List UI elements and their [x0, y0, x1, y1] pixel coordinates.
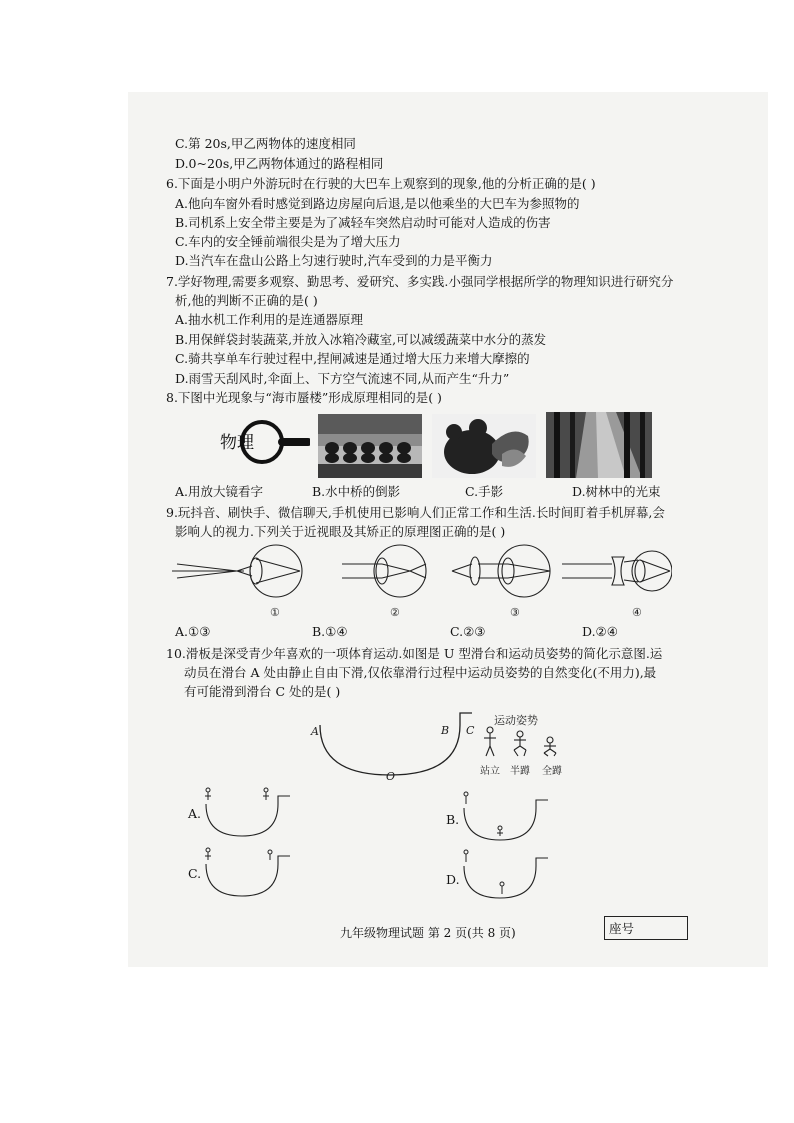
q7-option-a: A.抽水机工作利用的是连通器原理 — [175, 312, 364, 327]
q7-option-d: D.雨雪天刮风时,伞面上、下方空气流速不同,从而产生“升力” — [175, 371, 510, 386]
q5-option-d: D.0~20s,甲乙两物体通过的路程相同 — [175, 156, 384, 171]
posture-title: 运动姿势 — [494, 714, 538, 727]
q9-option-b: B.①④ — [312, 624, 348, 639]
q9-stem-line1: 9.玩抖音、刷快手、微信聊天,手机使用已影响人们正常工作和生活.长时间盯着手机屏幕,会 — [166, 505, 665, 520]
bridge-reflection-image — [318, 414, 422, 478]
q8-option-a: A.用放大镜看字 — [175, 484, 264, 499]
q10-option-b: B. — [446, 812, 460, 827]
q9-option-d: D.②④ — [582, 624, 618, 639]
option-d-diagram — [456, 848, 552, 904]
diagram-label-1: ① — [270, 606, 280, 619]
q8-option-b: B.水中桥的倒影 — [312, 484, 401, 499]
ramp-label-a: A — [311, 725, 319, 738]
posture-standing: 站立 — [480, 766, 500, 777]
seat-number-box[interactable] — [604, 916, 688, 940]
posture-full-squat: 全蹲 — [542, 766, 562, 777]
hand-shadow-image — [432, 414, 536, 478]
q7-stem-line1: 7.学好物理,需要多观察、勤思考、爱研究、多实践.小强同学根据所学的物理知识进行研究分 — [166, 274, 674, 289]
q10-option-a: A. — [188, 806, 202, 821]
ramp-label-c: C — [466, 724, 475, 737]
posture-figures — [476, 726, 566, 760]
myopia-ray-diagrams — [172, 542, 672, 622]
q9-stem-line2: 影响人的视力.下列关于近视眼及其矫正的原理图正确的是( ) — [175, 524, 506, 539]
diagram-label-3: ③ — [510, 606, 520, 619]
q10-stem-line1: 10.滑板是深受青少年喜欢的一项体育运动.如图是 U 型滑台和运动员姿势的简化示意图.运 — [166, 646, 663, 661]
q6-option-b: B.司机系上安全带主要是为了减轻车突然启动时可能对人造成的伤害 — [175, 215, 551, 230]
q10-stem-line3: 有可能滑到滑台 C 处的是( ) — [184, 684, 341, 699]
option-b-diagram — [456, 790, 552, 846]
magnifier-image — [210, 418, 310, 478]
seat-label: 座号 — [609, 921, 635, 936]
q6-option-c: C.车内的安全锤前端很尖是为了增大压力 — [175, 234, 401, 249]
diagram-label-4: ④ — [632, 606, 642, 619]
posture-half-squat: 半蹲 — [510, 766, 530, 777]
ramp-label-o: O — [386, 770, 396, 783]
q6-option-d: D.当汽车在盘山公路上匀速行驶时,汽车受到的力是平衡力 — [175, 253, 493, 268]
option-c-diagram — [198, 846, 294, 902]
q7-stem-line2: 析,他的判断不正确的是( ) — [175, 293, 318, 308]
forest-light-beam-image — [546, 412, 652, 478]
q10-option-c: C. — [188, 866, 202, 881]
diagram-label-2: ② — [390, 606, 400, 619]
q9-option-a: A.①③ — [175, 624, 211, 639]
q7-option-c: C.骑共享单车行驶过程中,捏闸减速是通过增大压力来增大摩擦的 — [175, 351, 530, 366]
q8-option-c: C.手影 — [465, 484, 504, 499]
q9-option-c: C.②③ — [450, 624, 486, 639]
q10-stem-line2: 动员在滑台 A 处由静止自由下滑,仅依靠滑行过程中运动员姿势的自然变化(不用力),最 — [184, 665, 657, 680]
q10-option-d: D. — [446, 872, 460, 887]
page-footer: 九年级物理试题 第 2 页(共 8 页) — [340, 926, 516, 940]
ramp-label-b: B — [441, 724, 450, 737]
q5-option-c: C.第 20s,甲乙两物体的速度相同 — [175, 136, 356, 151]
magnifier-text: 物理 — [220, 433, 254, 453]
q7-option-b: B.用保鲜袋封装蔬菜,并放入冰箱冷藏室,可以减缓蔬菜中水分的蒸发 — [175, 332, 547, 347]
q6-stem: 6.下面是小明户外游玩时在行驶的大巴车上观察到的现象,他的分析正确的是( ) — [166, 176, 596, 191]
q6-option-a: A.他向车窗外看时感觉到路边房屋向后退,是以他乘坐的大巴车为参照物的 — [175, 196, 580, 211]
option-a-diagram — [198, 786, 294, 842]
q8-option-d: D.树林中的光束 — [572, 484, 661, 499]
q8-stem: 8.下图中光现象与“海市蜃楼”形成原理相同的是( ) — [166, 390, 442, 405]
